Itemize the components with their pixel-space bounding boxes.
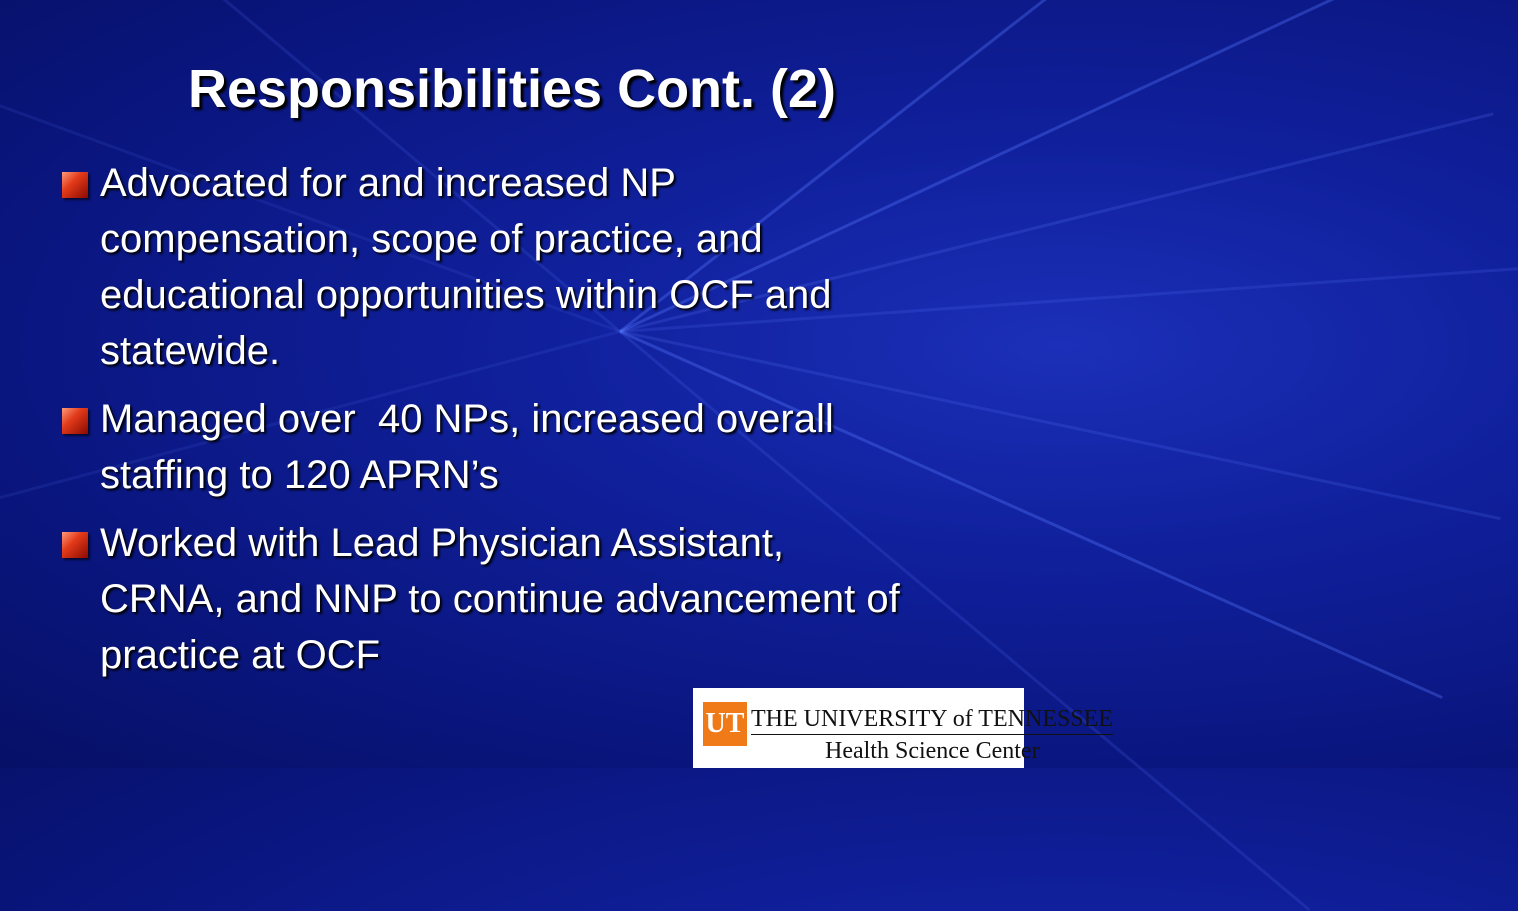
bullet-text: Advocated for and increased NP compensation, scope of practice, and educational opportunities within OCF and statewide. <box>100 161 832 373</box>
logo-university-name: THE UNIVERSITY of TENNESSEE <box>751 706 1113 735</box>
university-logo <box>693 688 1113 768</box>
ut-logo-letters: UT <box>705 708 745 739</box>
square-bullet-icon <box>62 532 88 558</box>
bullet-list <box>62 155 942 695</box>
bullet-text: Managed over 40 NPs, increased overall staffing to 120 APRN’s <box>100 397 845 497</box>
bullet-item <box>62 391 942 503</box>
square-bullet-icon <box>62 408 88 434</box>
square-bullet-icon <box>62 172 88 198</box>
ut-logo-mark-icon <box>703 702 747 746</box>
logo-center-name: Health Science Center <box>825 738 1040 764</box>
bullet-item <box>62 155 942 379</box>
bullet-item <box>62 515 942 683</box>
slide-title: Responsibilities Cont. (2) <box>187 59 837 119</box>
bullet-text: Worked with Lead Physician Assistant, CRNA, and NNP to continue advancement of practice at OCF <box>100 521 900 677</box>
